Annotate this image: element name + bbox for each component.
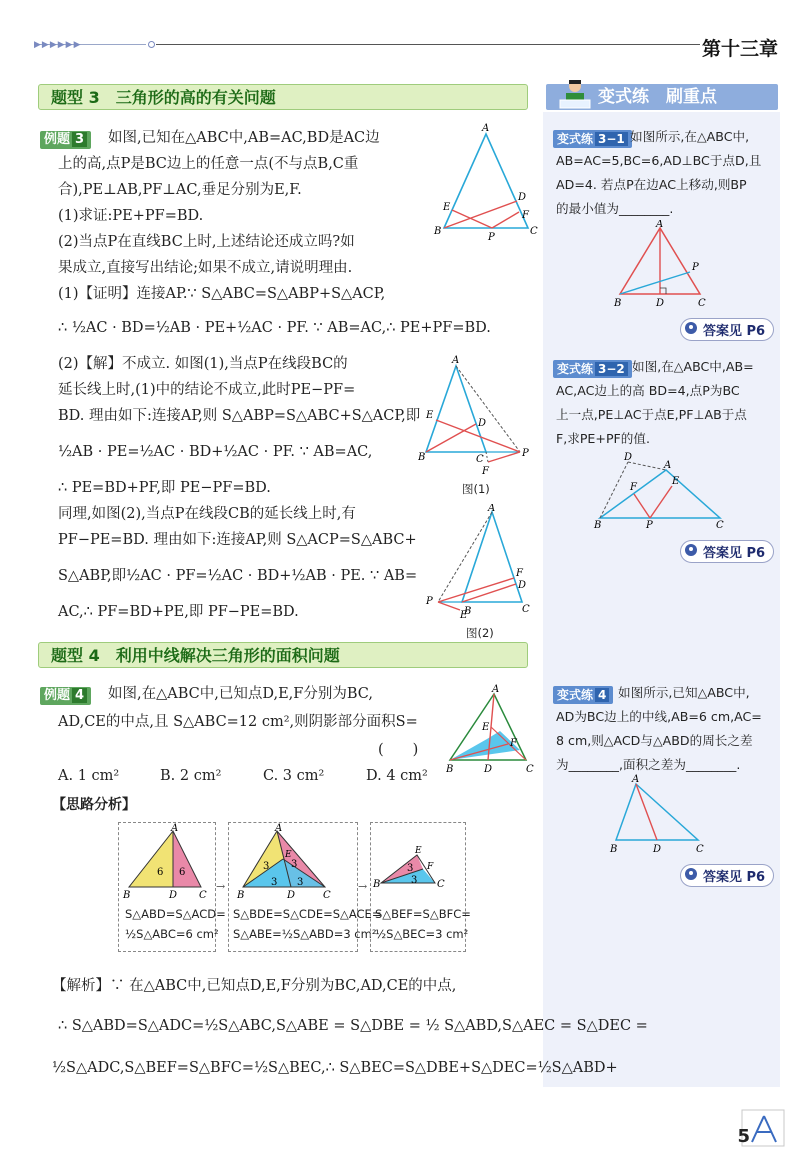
arrow-icon: → <box>358 880 368 893</box>
header-dot <box>148 41 155 48</box>
svg-text:E: E <box>426 410 434 421</box>
ex3-line: 合),PE⊥AB,PF⊥AC,垂足分别为E,F. <box>58 182 302 198</box>
ex3-line: BD. 理由如下:连接AP,则 S△ABP=S△ABC+S△ACP,即 <box>58 408 421 424</box>
analysis-figure-3 <box>371 823 465 899</box>
svg-text:3: 3 <box>411 875 418 886</box>
v4-tag: 变式练 4 <box>553 684 613 704</box>
svg-text:F: F <box>516 568 523 579</box>
svg-text:A: A <box>664 460 672 471</box>
svg-text:6: 6 <box>179 867 186 878</box>
v31-line: AB=AC=5,BC=6,AD⊥BC于点D,且 <box>556 153 762 168</box>
sidebar-title <box>546 84 778 110</box>
pin-icon <box>685 868 697 880</box>
v32-line: AC,AC边上的高 BD=4,点P为BC <box>556 383 740 398</box>
v31-answer-link[interactable]: 答案见 P6 <box>680 318 774 341</box>
svg-text:A: A <box>171 823 179 834</box>
ex3-line: 延长线上时,(1)中的结论不成立,此时PE−PF= <box>58 382 356 398</box>
svg-text:F: F <box>522 210 529 221</box>
svg-text:F: F <box>427 862 434 872</box>
svg-text:F: F <box>510 738 517 749</box>
svg-text:A: A <box>656 220 664 230</box>
svg-text:B: B <box>610 844 618 855</box>
v31-line: 的最小值为________. <box>556 201 674 216</box>
svg-text:C: C <box>323 890 331 899</box>
svg-text:C: C <box>437 879 445 890</box>
ex3-line: ½AB · PE=½AC · BD+½AC · PF. ∵ AB=AC, <box>58 444 373 460</box>
ex4-tag: 例题 4 <box>40 684 91 705</box>
v32-tag: 变式练 3−2 <box>553 358 632 378</box>
header-arrows: ▶▶▶▶▶▶ <box>34 40 82 50</box>
v31-line: 如图所示,在△ABC中, <box>630 129 750 144</box>
v4-line: 8 cm,则△ACD与△ABD的周长之差 <box>556 733 753 748</box>
svg-text:P: P <box>692 262 699 273</box>
svg-text:D: D <box>169 890 178 899</box>
svg-text:E: E <box>443 202 451 213</box>
v4-line: 如图所示,已知△ABC中, <box>618 685 750 700</box>
v4-line: AD为BC边上的中线,AB=6 cm,AC= <box>556 709 762 724</box>
solution-line: 【解析】∵ 在△ABC中,已知点D,E,F分别为BC,AD,CE的中点, <box>52 978 457 994</box>
svg-text:6: 6 <box>157 867 164 878</box>
svg-text:B: B <box>434 226 442 237</box>
header-line <box>156 44 700 45</box>
ex4-option-c: C. 3 cm² <box>263 768 325 784</box>
fig1-caption: 图(1) <box>462 482 490 496</box>
ex3-line: 果成立,直接写出结论;如果不成立,请说明理由. <box>58 260 353 276</box>
ex3-line: 上的高,点P是BC边上的任意一点(不与点B,C重 <box>58 156 359 172</box>
ex3-line: ∴ PE=BD+PF,即 PE−PF=BD. <box>58 480 271 496</box>
svg-text:C: C <box>696 844 704 855</box>
ex3-figure <box>432 122 540 240</box>
ex3-tag: 例题 3 <box>40 128 91 149</box>
svg-text:B: B <box>594 520 602 531</box>
svg-text:P: P <box>646 520 653 531</box>
svg-text:D: D <box>653 844 662 855</box>
svg-text:C: C <box>716 520 724 531</box>
v4-answer-link[interactable]: 答案见 P6 <box>680 864 774 887</box>
svg-text:B: B <box>614 298 622 309</box>
svg-text:D: D <box>518 580 527 591</box>
svg-text:3: 3 <box>263 861 270 872</box>
svg-text:F: F <box>482 466 489 477</box>
pin-icon <box>685 322 697 334</box>
ex3-line: S△ABP,即½AC · PF=½AC · BD+½AB · PE. ∵ AB= <box>58 568 418 584</box>
svg-text:B: B <box>446 764 454 775</box>
svg-text:E: E <box>460 610 468 621</box>
svg-text:C: C <box>476 454 484 465</box>
svg-text:C: C <box>526 764 534 775</box>
svg-text:F: F <box>630 482 637 493</box>
ex4-line: AD,CE的中点,且 S△ABC=12 cm²,则阴影部分面积S= <box>58 714 418 730</box>
chapter-title: 第十三章 <box>701 38 778 60</box>
svg-text:P: P <box>522 448 529 459</box>
svg-text:A: A <box>488 504 496 514</box>
v32-line: 上一点,PE⊥AC于点E,PF⊥AB于点 <box>556 407 747 422</box>
svg-text:E: E <box>482 722 490 733</box>
svg-text:C: C <box>522 604 530 615</box>
svg-text:D: D <box>656 298 665 309</box>
ex4-answer-blank: ( ) <box>378 742 419 758</box>
svg-text:P: P <box>426 596 433 607</box>
svg-text:A: A <box>482 123 490 134</box>
v32-figure <box>590 448 740 532</box>
svg-text:B: B <box>464 606 472 617</box>
ex4-option-d: D. 4 cm² <box>366 768 428 784</box>
svg-text:B: B <box>418 452 426 463</box>
ex3-line: AC,∴ PF=BD+PE,即 PF−PE=BD. <box>58 604 299 620</box>
v32-line: F,求PE+PF的值. <box>556 431 650 446</box>
box2-line: S△ABE=½S△ABD=3 cm² <box>233 927 377 941</box>
svg-text:A: A <box>452 355 460 366</box>
pin-icon <box>685 544 697 556</box>
ex4-option-a: A. 1 cm² <box>58 768 120 784</box>
box1-line: S△ABD=S△ACD= <box>125 907 226 921</box>
ex3-line: 如图,已知在△ABC中,AB=AC,BD是AC边 <box>108 130 380 146</box>
solution-line: ∴ S△ABD=S△ADC=½S△ABC,S△ABE = S△DBE = ½ S△ABD,S△AEC = S△DEC = <box>58 1018 648 1034</box>
v31-line: AD=4. 若点P在边AC上移动,则BP <box>556 177 747 192</box>
topic3-title: 题型 3 三角形的高的有关问题 <box>38 84 528 110</box>
svg-text:E: E <box>672 476 680 487</box>
ex3-line: (1)【证明】连接AP.∵ S△ABC=S△ABP+S△ACP, <box>58 286 386 302</box>
sidebar-title-text: 变式练 刷重点 <box>598 87 717 107</box>
svg-text:E: E <box>285 850 292 860</box>
ex3-line: (2)【解】不成立. 如图(1),当点P在线段BC的 <box>58 356 348 372</box>
student-icon <box>556 78 594 112</box>
ex3-figure-1 <box>418 352 540 480</box>
analysis-title: 【思路分析】 <box>52 797 136 813</box>
analysis-box-1 <box>118 822 226 952</box>
svg-text:E: E <box>415 846 422 856</box>
svg-text:D: D <box>484 764 493 775</box>
page-number: 5 <box>737 1126 750 1147</box>
svg-text:B: B <box>123 890 131 899</box>
svg-text:3: 3 <box>407 863 414 874</box>
fig2-caption: 图(2) <box>466 626 494 640</box>
analysis-figure-2 <box>229 823 357 899</box>
ex4-figure <box>446 684 538 776</box>
svg-text:B: B <box>373 879 381 890</box>
ex3-line: (2)当点P在直线BC上时,上述结论还成立吗?如 <box>58 234 355 250</box>
box3-line: ½S△BEC=3 cm² <box>375 927 469 941</box>
svg-text:3: 3 <box>297 877 304 888</box>
box2-line: S△BDE=S△CDE=S△ACE= <box>233 907 382 921</box>
v4-line: 为________,面积之差为________. <box>556 757 741 772</box>
svg-text:A: A <box>275 823 283 834</box>
v32-line: 如图,在△ABC中,AB= <box>632 359 754 374</box>
svg-text:A: A <box>492 684 500 695</box>
arrow-icon: → <box>216 880 226 893</box>
analysis-box-3 <box>370 822 471 952</box>
v32-answer-link[interactable]: 答案见 P6 <box>680 540 774 563</box>
box3-line: S△BEF=S△BFC= <box>375 907 471 921</box>
svg-text:D: D <box>518 192 527 203</box>
svg-text:D: D <box>624 452 633 463</box>
ex3-line: ∴ ½AC · BD=½AB · PE+½AC · PF. ∵ AB=AC,∴ PE+PF=BD. <box>58 320 491 336</box>
v31-figure <box>608 220 714 310</box>
v4-figure <box>604 774 714 856</box>
svg-text:D: D <box>478 418 487 429</box>
ex3-line: (1)求证:PE+PF=BD. <box>58 208 204 224</box>
topic4-title: 题型 4 利用中线解决三角形的面积问题 <box>38 642 528 668</box>
svg-text:B: B <box>237 890 245 899</box>
svg-text:C: C <box>530 226 538 237</box>
ex3-line: 同理,如图(2),当点P在线段CB的延长线上时,有 <box>58 506 356 522</box>
ex3-line: PF−PE=BD. 理由如下:连接AP,则 S△ACP=S△ABC+ <box>58 532 417 548</box>
analysis-box-2 <box>228 822 382 952</box>
svg-text:D: D <box>287 890 296 899</box>
svg-text:C: C <box>199 890 207 899</box>
svg-text:C: C <box>698 298 706 309</box>
ex4-option-b: B. 2 cm² <box>160 768 222 784</box>
v31-tag: 变式练 3−1 <box>553 128 632 148</box>
solution-line: ½S△ADC,S△BEF=S△BFC=½S△BEC,∴ S△BEC=S△DBE+S△DEC=½S△ABD+ <box>52 1060 618 1076</box>
ex3-figure-2 <box>424 504 540 624</box>
svg-text:A: A <box>632 774 640 785</box>
svg-text:P: P <box>488 232 495 240</box>
box1-line: ½S△ABC=6 cm² <box>125 927 219 941</box>
svg-text:3: 3 <box>291 859 298 870</box>
svg-text:3: 3 <box>271 877 278 888</box>
analysis-figure-1 <box>119 823 215 899</box>
ex4-line: 如图,在△ABC中,已知点D,E,F分别为BC, <box>108 686 373 702</box>
